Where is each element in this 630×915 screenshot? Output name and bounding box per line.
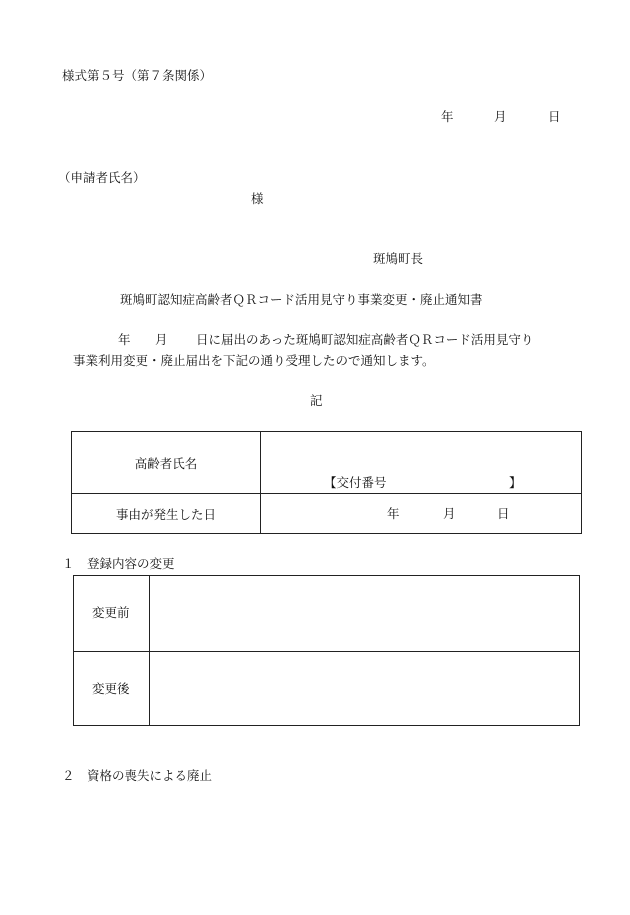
body-line2: 事業利用変更・廃止届出を下記の通り受理したので通知します。 [73,353,435,368]
issue-number-close: 】 [509,475,522,490]
header-date-day: 日 [548,109,561,124]
ki-heading: 記 [310,393,323,408]
changes-table [73,575,580,726]
form-number: 様式第５号（第７条関係） [62,68,213,83]
occurrence-label: 事由が発生した日 [72,494,261,534]
after-label: 変更後 [92,681,130,696]
occurrence-row [72,494,582,534]
elder-name-label: 高齢者氏名 [72,432,261,494]
section2-title: ２ 資格の喪失による廃止 [62,768,213,783]
document-title: 斑鳩町認知症高齢者ＱＲコード活用見守り事業変更・廃止通知書 [120,292,483,307]
honorific: 様 [251,191,264,206]
before-label: 変更前 [92,605,130,620]
elder-name-value-cell[interactable] [261,432,582,494]
section1-title: １ 登録内容の変更 [62,556,175,571]
body-month: 月 [155,332,168,347]
body-line1: 日に届出のあった斑鳩町認知症高齢者ＱＲコード活用見守り [196,332,534,347]
occurrence-year: 年 [387,506,400,521]
info-table [71,431,582,534]
issue-number-open: 【交付番号 [324,475,387,490]
after-value-cell[interactable] [150,652,580,726]
issuer: 斑鳩町長 [373,251,424,266]
occurrence-month: 月 [443,506,456,521]
occurrence-date-cell[interactable] [261,494,582,534]
header-date-month: 月 [494,109,507,124]
occurrence-day: 日 [497,506,510,521]
body-year: 年 [118,332,131,347]
applicant-name-label: （申請者氏名） [58,170,146,185]
before-value-cell[interactable] [150,576,580,650]
header-date-year: 年 [441,109,454,124]
elder-name-row [72,432,582,494]
